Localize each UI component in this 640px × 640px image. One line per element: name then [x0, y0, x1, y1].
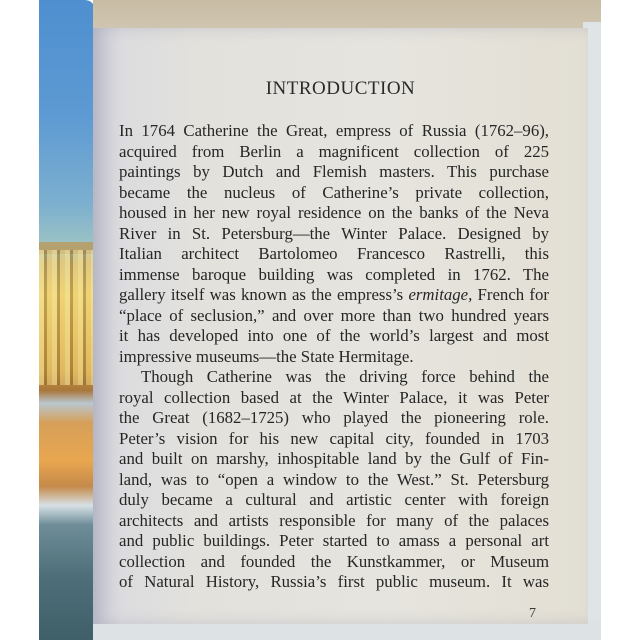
text-line: the Great (1682–1725) who played the pioneering role.: [119, 408, 549, 427]
text-line: duly became a cultural and artistic center with foreign: [119, 490, 549, 509]
text-line: [119, 285, 549, 306]
text-line: became the nucleus of Catherine’s private collection,: [119, 182, 549, 202]
text-line: immense baroque building was completed in 1762. The: [119, 264, 549, 284]
text-line: and built on marshy, inhospitable land by the Gulf of Fin-: [119, 449, 549, 468]
text-line: it has developed into one of the world’s largest and most: [119, 326, 549, 345]
text-line: housed in her new royal residence on the banks of the Neva: [119, 203, 549, 222]
text-line: Peter’s vision for his new capital city, founded in 1703: [119, 428, 549, 448]
page-title: INTRODUCTION: [265, 78, 416, 99]
text-line: collection and founded the Kunstkammer, or Museum: [119, 551, 549, 571]
text-line: “place of seclusion,” and over more than two hundred years: [119, 305, 549, 325]
book-page: [93, 28, 588, 624]
body-text: [119, 121, 549, 593]
text-line: land, was to “open a window to the West.” St. Petersburg: [119, 469, 549, 489]
text-line: and public buildings. Peter started to amass a personal art: [119, 531, 549, 550]
text-line: Though Catherine was the driving force behind the: [141, 367, 549, 386]
text-line: River in St. Petersburg—the Winter Palace. Designed by: [119, 223, 549, 243]
text-line: royal collection based at the Winter Palace, it was Peter: [119, 387, 549, 407]
text-line: acquired from Berlin a magnificent collection of 225: [119, 141, 549, 161]
background-surface: [93, 0, 601, 30]
book-cover-photo: [39, 0, 95, 640]
text-segment: gallery itself was known as the empress’s: [119, 285, 409, 304]
text-line: paintings by Dutch and Flemish masters. This purchase: [119, 162, 549, 181]
text-segment: French for: [472, 285, 549, 304]
text-line: of Natural History, Russia’s first public museum. It was: [119, 572, 549, 591]
winter-palace-facade: [39, 250, 95, 385]
italic-term: ermitage,: [408, 285, 473, 304]
text-line: architects and artists responsible for many of the palaces: [119, 510, 549, 530]
text-line: In 1764 Catherine the Great, empress of Russia (1762–96),: [119, 121, 549, 140]
page-number: 7: [529, 606, 536, 621]
text-line: Italian architect Bartolomeo Francesco Rastrelli, this: [119, 244, 549, 263]
text-line: impressive museums—the State Hermitage.: [119, 346, 414, 366]
